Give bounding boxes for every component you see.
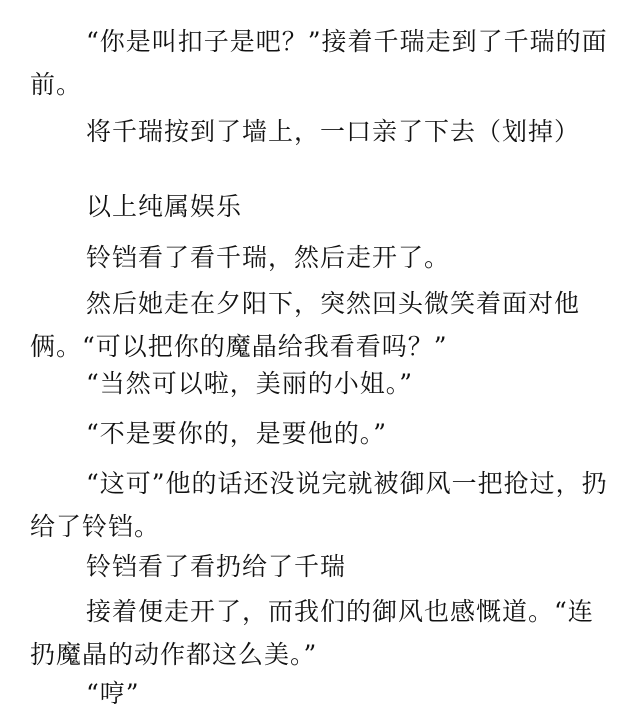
paragraph-1: “你是叫扣子是吧？”接着千瑞走到了千瑞的面前。	[30, 27, 608, 99]
paragraph-6: “当然可以啦，美丽的小姐。”	[86, 369, 414, 398]
paragraph-11: “哼”	[86, 679, 140, 708]
paragraph-10: 接着便走开了，而我们的御风也感慨道。“连扔魔晶的动作都这么美。”	[30, 597, 594, 669]
paragraph-2: 将千瑞按到了墙上，一口亲了下去（划掉）	[86, 117, 581, 146]
paragraph-3: 以上纯属娱乐	[86, 192, 243, 221]
paragraph-7: “不是要你的，是要他的。”	[86, 419, 388, 448]
paragraph-5: 然后她走在夕阳下，突然回头微笑着面对他俩。“可以把你的魔晶给我看看吗？”	[30, 289, 581, 361]
paragraph-4: 铃铛看了看千瑞，然后走开了。	[86, 243, 451, 272]
paragraph-8: “这可”他的话还没说完就被御风一把抢过，扔给了铃铛。	[30, 469, 608, 541]
paragraph-9: 铃铛看了看扔给了千瑞	[86, 552, 347, 581]
